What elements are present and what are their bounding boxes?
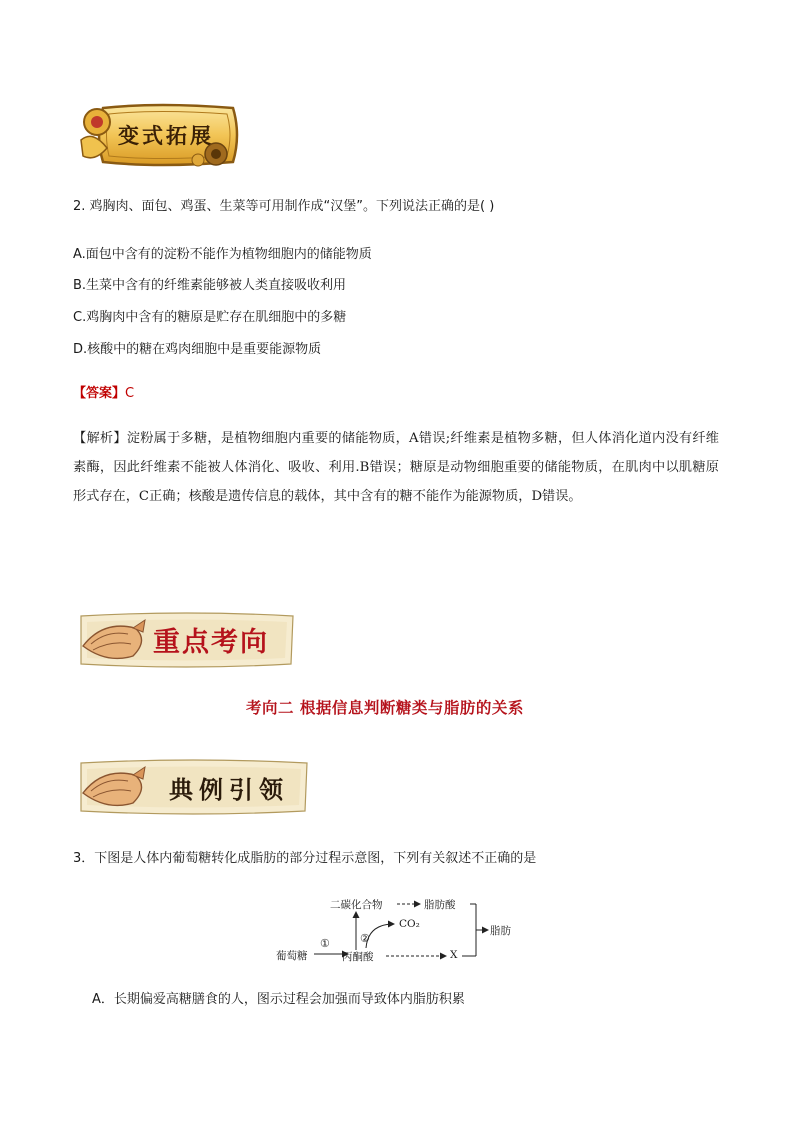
- step-1-marker: ①: [320, 937, 330, 950]
- question-2-option-a: A.面包中含有的淀粉不能作为植物细胞内的储能物质: [73, 247, 372, 262]
- fatty-acid: 脂肪酸: [424, 899, 456, 911]
- question-2-option-c: C.鸡胸肉中含有的糖原是贮存在肌细胞中的多糖: [73, 310, 347, 325]
- question-2-answer: [73, 384, 134, 404]
- answer-value: C: [125, 386, 135, 401]
- focus-direction-title: 重点考向: [153, 627, 269, 658]
- example-guide-banner: [73, 757, 313, 817]
- question-2-stem: 2. 鸡胸肉、面包、鸡蛋、生菜等可用制作成“汉堡”。下列说法正确的是( ): [73, 199, 495, 214]
- two-carbon-compound: 二碳化合物: [330, 899, 383, 911]
- question-2-option-d: D.核酸中的糖在鸡肉细胞中是重要能源物质: [73, 342, 322, 357]
- variant-expansion-title: 变式拓展: [118, 123, 214, 148]
- example-guide-title: 典例引领: [169, 775, 289, 804]
- answer-label: 【答案】: [73, 386, 126, 401]
- glucose-to-fat-diagram: [270, 888, 530, 972]
- step-2-marker: ②: [360, 932, 370, 945]
- variant-expansion-banner: [73, 100, 243, 170]
- question-2-analysis: 【解析】淀粉属于多糖，是植物细胞内重要的储能物质，A错误;纤维素是植物多糖，但人体消化道内没有纤维素酶，因此纤维素不能被人体消化、吸收、利用.B错误；糖原是动物细胞重要的储能物质，在肌肉中以肌糖原形式存在，C正确；核酸是遗传信息的载体，其中含有的糖不能作为能源物质，D错误。: [73, 431, 719, 504]
- section-title: 考向二 根据信息判断糖类与脂肪的关系: [246, 698, 524, 717]
- question-2-option-b: B.生菜中含有的纤维素能够被人类直接吸收利用: [73, 278, 347, 293]
- focus-direction-banner: [73, 610, 299, 670]
- carbon-dioxide: CO₂: [399, 918, 420, 930]
- fat: 脂肪: [490, 925, 511, 937]
- pyruvate: 丙酮酸: [342, 951, 374, 963]
- question-3-option-a: A．长期偏爱高糖膳食的人，图示过程会加强而导致体内脂肪积累: [92, 992, 465, 1007]
- glucose: 葡萄糖: [276, 950, 308, 962]
- compound-x: X: [450, 949, 458, 961]
- question-3-stem: 3．下图是人体内葡萄糖转化成脂肪的部分过程示意图，下列有关叙述不正确的是: [73, 851, 537, 866]
